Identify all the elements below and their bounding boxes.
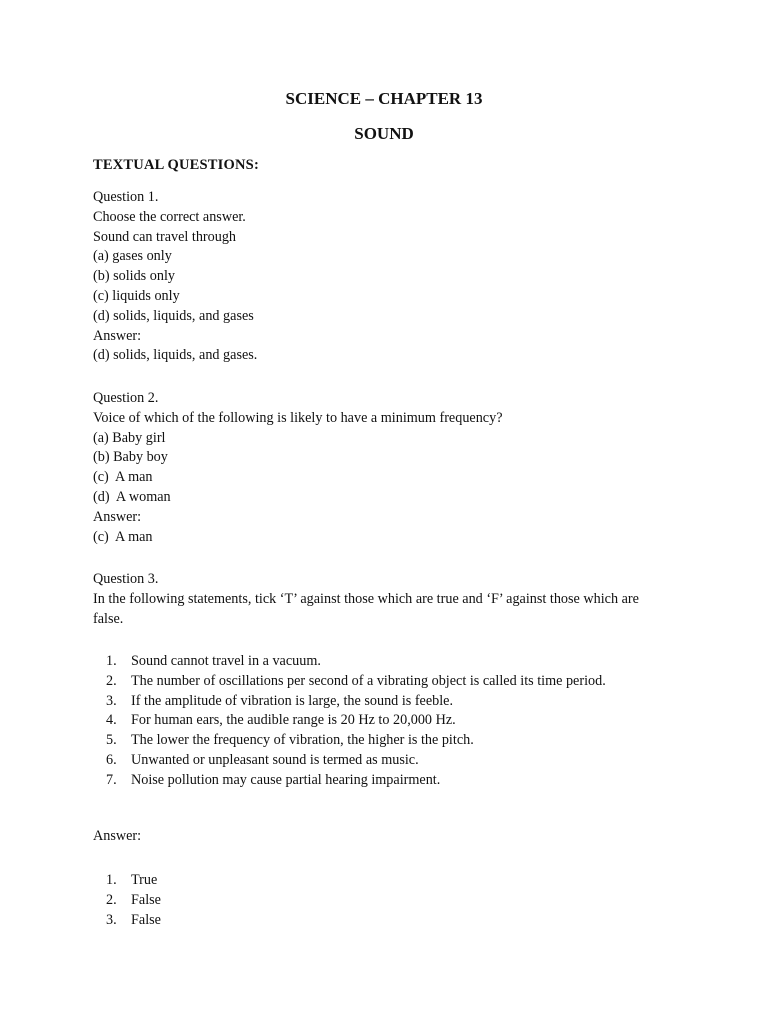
- item-number: 7.: [106, 771, 117, 788]
- item-number: 1.: [106, 653, 117, 669]
- list-item: [93, 692, 663, 712]
- item-text: For human ears, the audible range is 20 Hz to 20,000 Hz.: [131, 712, 456, 729]
- question-1: [93, 188, 257, 366]
- item-text: False: [131, 911, 161, 928]
- option-b: (b) Baby boy: [93, 449, 168, 466]
- answer-text: (c) A man: [93, 528, 153, 545]
- statement-list: [93, 652, 663, 791]
- question-label: Question 3.: [93, 571, 159, 587]
- item-number: 2.: [106, 672, 117, 689]
- question-text: In the following statements, tick ‘T’ against those which are true and ‘F’ against those which are false.: [93, 590, 639, 627]
- item-text: If the amplitude of vibration is large, the sound is feeble.: [131, 692, 454, 709]
- answer-list: [93, 871, 663, 930]
- answer-text: (d) solids, liquids, and gases.: [93, 347, 258, 364]
- item-number: 2.: [106, 891, 117, 908]
- list-item: [93, 871, 663, 891]
- question-label: Question 2.: [93, 390, 159, 406]
- option-d: (d) solids, liquids, and gases: [93, 307, 254, 324]
- item-number: 4.: [106, 712, 117, 729]
- item-text: False: [131, 891, 161, 908]
- item-number: 5.: [106, 732, 117, 749]
- option-c: (c) liquids only: [93, 287, 180, 304]
- option-b: (b) solids only: [93, 268, 175, 285]
- answer-label: Answer:: [93, 327, 142, 344]
- list-item: [93, 771, 663, 791]
- list-item: [93, 891, 663, 911]
- section-heading: TEXTUAL QUESTIONS:: [93, 157, 259, 173]
- list-item: [93, 711, 663, 731]
- item-text: Noise pollution may cause partial hearing impairment.: [131, 771, 441, 788]
- question-line: Sound can travel through: [93, 228, 237, 245]
- item-text: The number of oscillations per second of a vibrating object is called its time period.: [131, 672, 606, 689]
- list-item: [93, 731, 663, 751]
- list-item: [93, 911, 663, 931]
- question-2: [93, 389, 503, 547]
- question-line: Voice of which of the following is likely to have a minimum frequency?: [93, 409, 503, 426]
- option-d: (d) A woman: [93, 488, 171, 505]
- option-c: (c) A man: [93, 469, 153, 486]
- item-number: 6.: [106, 751, 117, 768]
- option-a: (a) Baby girl: [93, 429, 166, 446]
- item-number: 1.: [106, 872, 117, 888]
- list-item: [93, 652, 663, 672]
- item-number: 3.: [106, 692, 117, 709]
- question-label: Question 1.: [93, 189, 159, 205]
- answer-label: Answer:: [93, 828, 142, 844]
- answer-label: Answer:: [93, 508, 142, 525]
- item-text: True: [131, 872, 158, 888]
- item-text: Unwanted or unpleasant sound is termed as music.: [131, 751, 419, 768]
- page-title: SCIENCE – CHAPTER 13: [285, 89, 483, 108]
- list-item: [93, 672, 663, 692]
- list-item: [93, 751, 663, 771]
- item-text: The lower the frequency of vibration, the higher is the pitch.: [131, 732, 474, 749]
- chapter-subtitle: SOUND: [354, 124, 414, 143]
- question-3: [93, 570, 653, 629]
- item-number: 3.: [106, 911, 117, 928]
- question-line: Choose the correct answer.: [93, 208, 246, 225]
- item-text: Sound cannot travel in a vacuum.: [131, 653, 321, 669]
- option-a: (a) gases only: [93, 248, 172, 265]
